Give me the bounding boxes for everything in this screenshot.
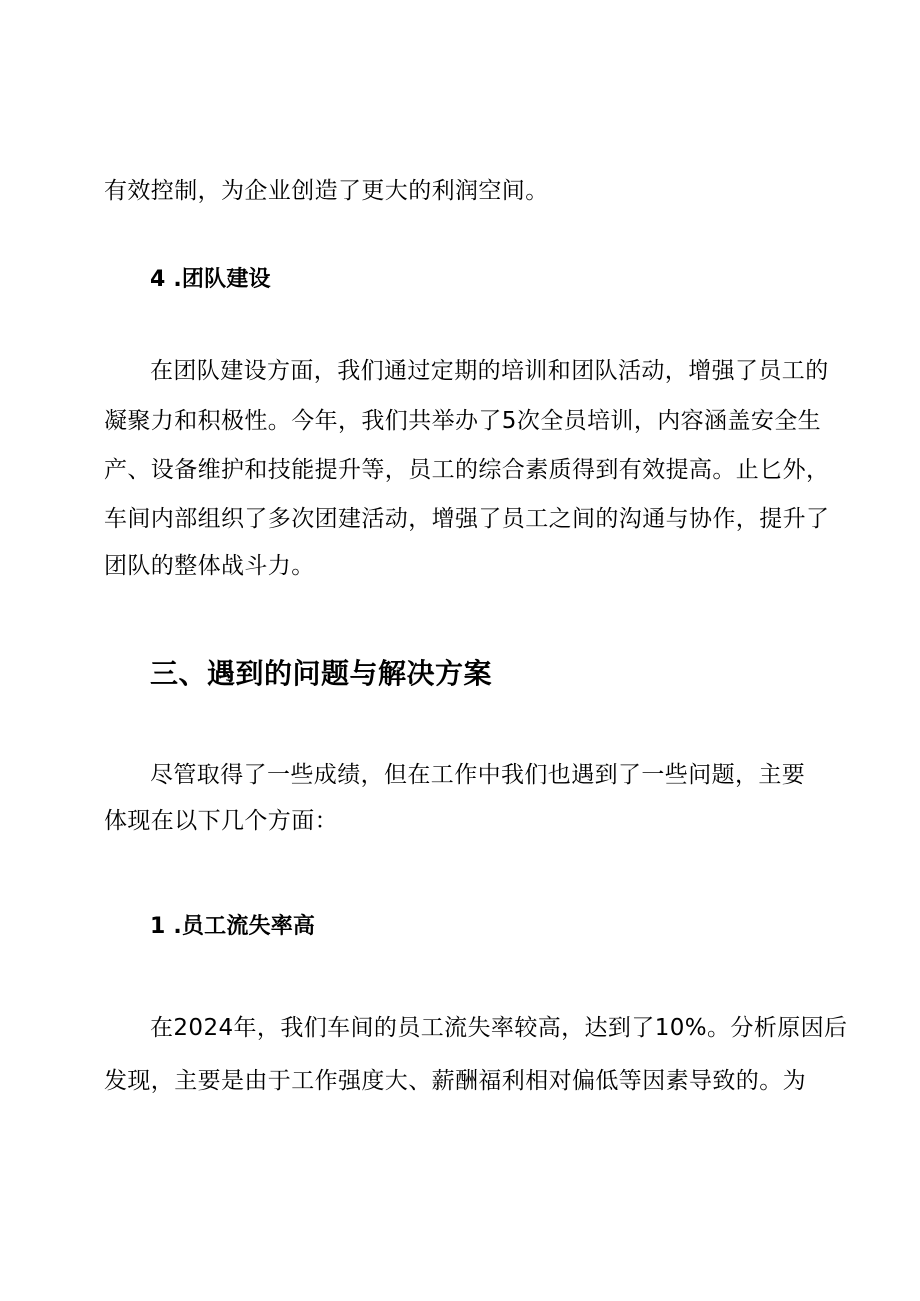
paragraph-line: 尽管取得了一些成绩，但在工作中我们也遇到了一些问题，主要: [150, 762, 806, 788]
paragraph-line: 在团队建设方面，我们通过定期的培训和团队活动，增强了员工的: [150, 358, 829, 384]
paragraph-line: 凝聚力和积极性。今年，我们共举办了5次全员培训，内容涵盖安全生: [104, 408, 822, 434]
subheading-employee-turnover: 1 .员工流失率高: [150, 914, 316, 939]
paragraph-line: 体现在以下几个方面：: [104, 808, 338, 834]
section-heading-problems-solutions: 三、遇到的问题与解决方案: [150, 657, 493, 690]
paragraph-line: 发现，主要是由于工作强度大、薪酬福利相对偏低等因素导致的。为: [104, 1068, 806, 1094]
paragraph-line: 有效控制，为企业创造了更大的利润空间。: [104, 178, 549, 204]
paragraph-line: 车间内部组织了多次团建活动，增强了员工之间的沟通与协作，提升了: [104, 506, 830, 532]
subheading-team-building: 4 .团队建设: [150, 267, 271, 292]
paragraph-line: 产、设备维护和技能提升等，员工的综合素质得到有效提高。止匕外，: [104, 457, 830, 483]
paragraph-line: 在2024年，我们车间的员工流失率较高，达到了10%。分析原因后: [150, 1015, 848, 1041]
paragraph-line: 团队的整体战斗力。: [104, 553, 315, 579]
